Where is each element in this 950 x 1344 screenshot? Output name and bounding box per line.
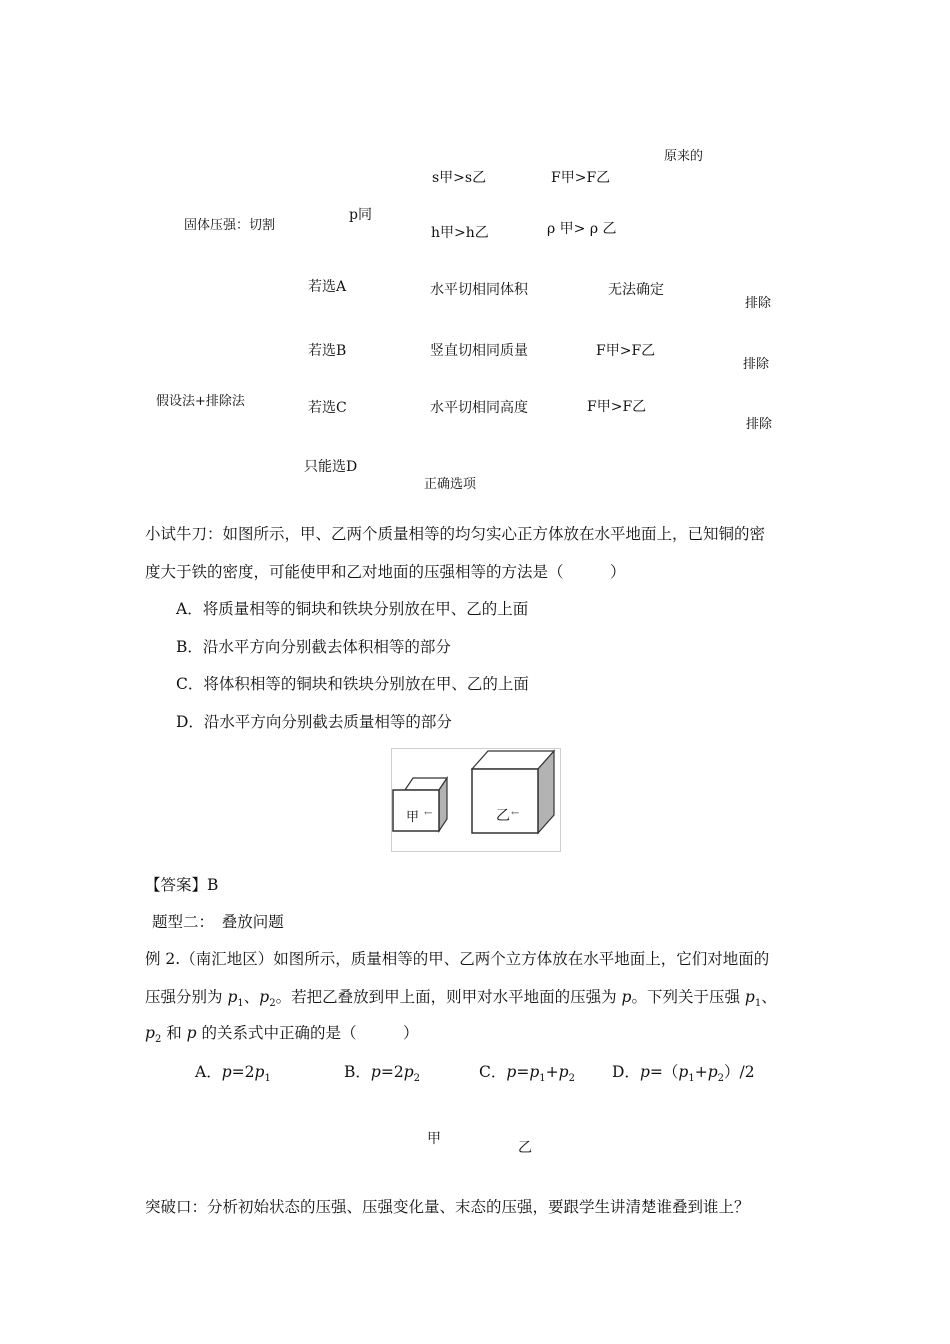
example2-figure-yi: 乙 <box>518 1140 532 1156</box>
diagram-a-action: 水平切相同体积 <box>430 282 528 298</box>
example2-line-2: 压强分别为 $p_1$、$p_2$。若把乙叠放到甲上面，则甲对水平地面的压强为 p。下列关于压强 $p_1$、 <box>145 988 777 1009</box>
diagram-correct-option: 正确选项 <box>424 477 477 492</box>
cube-jia-label: 甲 <box>406 810 420 825</box>
diagram-s-relation: s甲>s乙 <box>432 170 487 186</box>
breakthrough-text: 突破口：分析初始状态的压强、压强变化量、末态的压强，要跟学生讲清楚谁叠到谁上？ <box>145 1198 750 1216</box>
trial-option-b: B．沿水平方向分别截去体积相等的部分 <box>176 638 451 656</box>
cubes-figure <box>391 748 561 852</box>
example2-line-3: $p_2$ 和 p 的关系式中正确的是（ ） <box>145 1024 419 1045</box>
cube-jia <box>393 778 447 831</box>
example2-line-1: 例 2.（南汇地区）如图所示，质量相等的甲、乙两个立方体放在水平地面上，它们对地面的 <box>145 950 770 968</box>
diagram-only-d: 只能选D <box>304 459 358 475</box>
diagram-if-b: 若选B <box>308 343 347 359</box>
diagram-method: 假设法+排除法 <box>156 394 245 409</box>
cube-jia-mark: ← <box>424 808 433 819</box>
diagram-p-same: p同 <box>349 207 372 223</box>
diagram-if-a: 若选A <box>308 279 347 295</box>
diagram-original-label: 原来的 <box>664 149 704 164</box>
diagram-f-relation: F甲>F乙 <box>551 170 611 186</box>
diagram-rho-relation: ρ 甲> ρ 乙 <box>547 221 617 237</box>
cube-yi-mark: ← <box>511 808 520 819</box>
cube-yi <box>472 751 554 833</box>
trial-question-line-1: 小试牛刀：如图所示，甲、乙两个质量相等的均匀实心正方体放在水平地面上，已知铜的密 <box>145 525 766 543</box>
trial-option-d: D．沿水平方向分别截去质量相等的部分 <box>176 713 452 731</box>
diagram-exclude-3: 排除 <box>746 417 773 432</box>
cube-yi-label: 乙 <box>496 808 510 824</box>
example2-figure-jia: 甲 <box>427 1131 441 1147</box>
diagram-c-result: F甲>F乙 <box>587 399 647 415</box>
diagram-b-action: 竖直切相同质量 <box>430 343 528 359</box>
diagram-b-result: F甲>F乙 <box>596 343 656 359</box>
example2-option-b: B．$p=2p_2$ <box>344 1063 420 1084</box>
diagram-h-relation: h甲>h乙 <box>431 225 489 241</box>
diagram-a-result: 无法确定 <box>608 282 664 298</box>
diagram-c-action: 水平切相同高度 <box>430 400 528 416</box>
trial-option-a: A．将质量相等的铜块和铁块分别放在甲、乙的上面 <box>176 600 529 618</box>
trial-option-c: C．将体积相等的铜块和铁块分别放在甲、乙的上面 <box>176 675 529 693</box>
diagram-solid-cut: 固体压强：切割 <box>184 218 276 233</box>
diagram-exclude-2: 排除 <box>743 357 770 372</box>
trial-answer: 【答案】B <box>145 876 219 894</box>
example2-option-a: A．$p=2p_1$ <box>195 1063 271 1084</box>
diagram-exclude-1: 排除 <box>745 296 772 311</box>
example2-option-c: C．$p=p_1+p_2$ <box>479 1063 575 1084</box>
trial-question-line-2: 度大于铁的密度，可能使甲和乙对地面的压强相等的方法是（ ） <box>145 563 626 581</box>
example2-option-d: D．$p=(p_1+p_2)/2$ <box>612 1063 755 1084</box>
type2-heading: 题型二： 叠放问题 <box>152 913 284 931</box>
diagram-if-c: 若选C <box>308 400 347 416</box>
